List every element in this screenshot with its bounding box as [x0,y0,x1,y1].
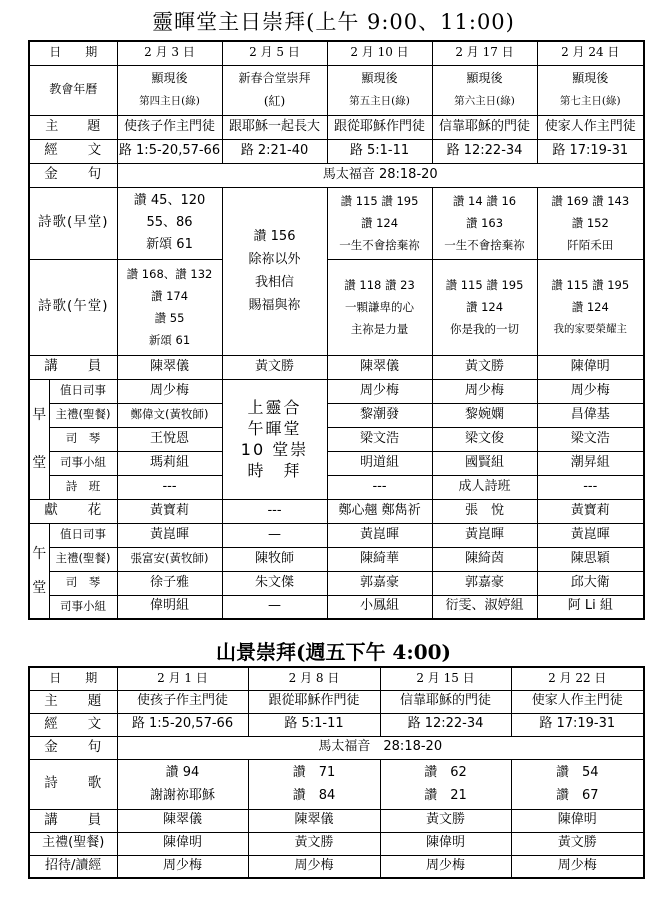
shan-preacher-cell: 陳翠儀 [248,809,380,832]
role-cell: 黎婉嫻 [432,403,537,427]
morning-row [29,475,644,499]
calendar-cell: 顯現後 第五主日(綠) [327,65,432,115]
shan-preacher-row [29,809,644,832]
shan-date-cell: 2 月 15 日 [380,667,511,690]
shan-verse-row [29,736,644,759]
hymns-cell: 讚 45、120 55、86 新頌 61 [117,187,222,259]
preacher-cell: 陳偉明 [537,355,644,379]
role-cell: 周少梅 [117,379,222,403]
shan-hymns-label: 詩 歌 [29,759,117,809]
role-label: 值日司事 [49,523,117,547]
shan-officiant-label: 主禮(聖餐) [29,832,117,855]
theme-cell: 使家人作主門徒 [537,115,644,139]
morning-side-label: 早 堂 [29,379,49,499]
hymns-cell: 讚 14 讚 16 讚 163 一生不會捨棄祢 [432,187,537,259]
shan-usher-cell: 周少梅 [380,855,511,878]
flowers-cell: 黃寶莉 [117,499,222,523]
scripture-label: 經 文 [29,139,117,163]
role-cell: 成人詩班 [432,475,537,499]
flowers-label: 獻 花 [29,499,117,523]
preacher-row [29,355,644,379]
preacher-label: 講 員 [29,355,117,379]
shan-hymns-cell: 讚 54 讚 67 [511,759,644,809]
hymns-cell: 讚 115 讚 195 讚 124 我的家要榮耀主 [537,259,644,355]
morning-row [29,379,644,403]
shan-date-cell: 2 月 8 日 [248,667,380,690]
role-cell: 周少梅 [432,379,537,403]
calendar-cell: 顯現後 第七主日(綠) [537,65,644,115]
shan-date-row [29,667,644,690]
shan-usher-cell: 周少梅 [117,855,248,878]
shan-officiant-cell: 黃文勝 [248,832,380,855]
role-label: 司 琴 [49,427,117,451]
shan-scripture-cell: 路 12:22-34 [380,713,511,736]
flowers-cell: --- [222,499,327,523]
role-cell: --- [327,475,432,499]
scripture-cell: 路 2:21-40 [222,139,327,163]
noon-side-label: 午 堂 [29,523,49,619]
main-service-table [28,40,645,620]
preacher-cell: 黃文勝 [222,355,327,379]
shan-preacher-cell: 陳偉明 [511,809,644,832]
date-cell: 2 月 3 日 [117,41,222,65]
shan-officiant-row [29,832,644,855]
scripture-cell: 路 1:5-20,57-66 [117,139,222,163]
role-cell: 潮昇組 [537,451,644,475]
shan-usher-row [29,855,644,878]
calendar-cell: 顯現後 第四主日(綠) [117,65,222,115]
role-cell: 朱文傑 [222,571,327,595]
shan-scripture-row [29,713,644,736]
role-cell: 陳思穎 [537,547,644,571]
role-cell: 黃崑暉 [432,523,537,547]
shan-scripture-cell: 路 17:19-31 [511,713,644,736]
shan-preacher-cell: 黃文勝 [380,809,511,832]
shan-usher-label: 招待/讀經 [29,855,117,878]
role-cell: 偉明組 [117,595,222,619]
date-cell: 2 月 5 日 [222,41,327,65]
role-cell: 梁文俊 [432,427,537,451]
calendar-cell: 新春合堂崇拜 (紅) [222,65,327,115]
theme-cell: 跟耶穌一起長大 [222,115,327,139]
shan-theme-cell: 信靠耶穌的門徒 [380,690,511,713]
role-cell: 黃崑暉 [537,523,644,547]
role-label: 主禮(聖餐) [49,403,117,427]
role-label: 司事小組 [49,595,117,619]
hymns-cell: 讚 169 讚 143 讚 152 阡陌禾田 [537,187,644,259]
shan-hymns-cell: 讚 94 謝謝祢耶穌 [117,759,248,809]
noon-row [29,571,644,595]
theme-cell: 跟從耶穌作門徒 [327,115,432,139]
role-cell: 鄭偉文(黃牧師) [117,403,222,427]
shan-officiant-cell: 陳偉明 [117,832,248,855]
role-cell: --- [537,475,644,499]
role-cell: --- [117,475,222,499]
date-cell: 2 月 10 日 [327,41,432,65]
preacher-cell: 陳翠儀 [327,355,432,379]
shan-scripture-label: 經 文 [29,713,117,736]
shan-date-label: 日 期 [29,667,117,690]
flowers-cell: 黃寶莉 [537,499,644,523]
shan-service-title: 山景崇拜(週五下午 4:00) [215,640,452,664]
joint-service-note: 上靈合 午暉堂 10 堂崇 時 拜 [222,379,327,499]
shan-usher-cell: 周少梅 [511,855,644,878]
role-cell: 徐子雅 [117,571,222,595]
role-label: 詩 班 [49,475,117,499]
shan-scripture-cell: 路 1:5-20,57-66 [117,713,248,736]
shan-usher-cell: 周少梅 [248,855,380,878]
shan-hymns-row [29,759,644,809]
role-cell: — [222,523,327,547]
hymns-cell: 讚 115 讚 195 讚 124 一生不會捨棄祢 [327,187,432,259]
role-cell: 黃崑暉 [327,523,432,547]
role-cell: 瑪莉組 [117,451,222,475]
scripture-cell: 路 5:1-11 [327,139,432,163]
role-cell: 昌偉基 [537,403,644,427]
hymns-early-row [29,187,644,259]
role-cell: 周少梅 [537,379,644,403]
role-cell: 陳綺華 [327,547,432,571]
noon-row [29,547,644,571]
shan-hymns-cell: 讚 71 讚 84 [248,759,380,809]
hymns-early-label: 詩歌(早堂) [29,187,117,259]
shan-scripture-cell: 路 5:1-11 [248,713,380,736]
shan-theme-cell: 使孩子作主門徒 [117,690,248,713]
shan-theme-cell: 跟從耶穌作門徒 [248,690,380,713]
flowers-cell: 張 悅 [432,499,537,523]
shan-preacher-cell: 陳翠儀 [117,809,248,832]
morning-row [29,427,644,451]
shan-date-cell: 2 月 22 日 [511,667,644,690]
role-cell: 陳綺茵 [432,547,537,571]
role-cell: 梁文浩 [327,427,432,451]
morning-row [29,403,644,427]
role-cell: 陳牧師 [222,547,327,571]
shan-date-cell: 2 月 1 日 [117,667,248,690]
morning-row [29,451,644,475]
scripture-cell: 路 12:22-34 [432,139,537,163]
role-cell: — [222,595,327,619]
calendar-cell: 顯現後 第六主日(綠) [432,65,537,115]
role-cell: 周少梅 [327,379,432,403]
theme-label: 主 題 [29,115,117,139]
shan-officiant-cell: 陳偉明 [380,832,511,855]
hymns-joint-cell: 讚 156 除祢以外 我相信 賜福與祢 [222,187,327,355]
shan-theme-row [29,690,644,713]
verse-label: 金 句 [29,163,117,187]
shan-theme-label: 主 題 [29,690,117,713]
verse-cell: 馬太福音 28:18-20 [117,163,644,187]
role-cell: 明道組 [327,451,432,475]
shan-preacher-label: 講 員 [29,809,117,832]
role-cell: 梁文浩 [537,427,644,451]
role-cell: 黃崑暉 [117,523,222,547]
preacher-cell: 陳翠儀 [117,355,222,379]
flowers-row [29,499,644,523]
role-cell: 王悅恩 [117,427,222,451]
shan-hymns-cell: 讚 62 讚 21 [380,759,511,809]
theme-cell: 信靠耶穌的門徒 [432,115,537,139]
calendar-row [29,65,644,115]
role-cell: 衍雯、淑婷組 [432,595,537,619]
hymns-late-label: 詩歌(午堂) [29,259,117,355]
date-cell: 2 月 24 日 [537,41,644,65]
shan-theme-cell: 使家人作主門徒 [511,690,644,713]
hymns-cell: 讚 118 讚 23 一顆謙卑的心 主祢是力量 [327,259,432,355]
role-cell: 小鳳組 [327,595,432,619]
role-label: 司事小組 [49,451,117,475]
shan-verse-label: 金 句 [29,736,117,759]
scripture-row [29,139,644,163]
role-cell: 黎潮發 [327,403,432,427]
hymns-cell: 讚 115 讚 195 讚 124 你是我的一切 [432,259,537,355]
role-cell: 張富安(黃牧師) [117,547,222,571]
noon-row [29,595,644,619]
role-cell: 邱大衛 [537,571,644,595]
preacher-cell: 黃文勝 [432,355,537,379]
role-cell: 阿 Li 組 [537,595,644,619]
main-service-title: 靈暉堂主日崇拜(上午 9:00、11:00) [152,10,515,34]
shan-verse-cell: 馬太福音 28:18-20 [117,736,644,759]
noon-row [29,523,644,547]
role-cell: 國賢組 [432,451,537,475]
theme-cell: 使孩子作主門徒 [117,115,222,139]
date-label: 日 期 [29,41,117,65]
hymns-late-row [29,259,644,355]
hymns-cell: 讚 168、讚 132 讚 174 讚 55 新頌 61 [117,259,222,355]
role-cell: 郭嘉豪 [327,571,432,595]
role-label: 主禮(聖餐) [49,547,117,571]
role-cell: 郭嘉豪 [432,571,537,595]
date-cell: 2 月 17 日 [432,41,537,65]
role-label: 司 琴 [49,571,117,595]
date-row [29,41,644,65]
verse-row [29,163,644,187]
flowers-cell: 鄭心翹 鄭雋祈 [327,499,432,523]
shan-service-table [28,666,645,879]
role-label: 值日司事 [49,379,117,403]
theme-row [29,115,644,139]
calendar-label: 教會年曆 [29,65,117,115]
scripture-cell: 路 17:19-31 [537,139,644,163]
shan-officiant-cell: 黃文勝 [511,832,644,855]
